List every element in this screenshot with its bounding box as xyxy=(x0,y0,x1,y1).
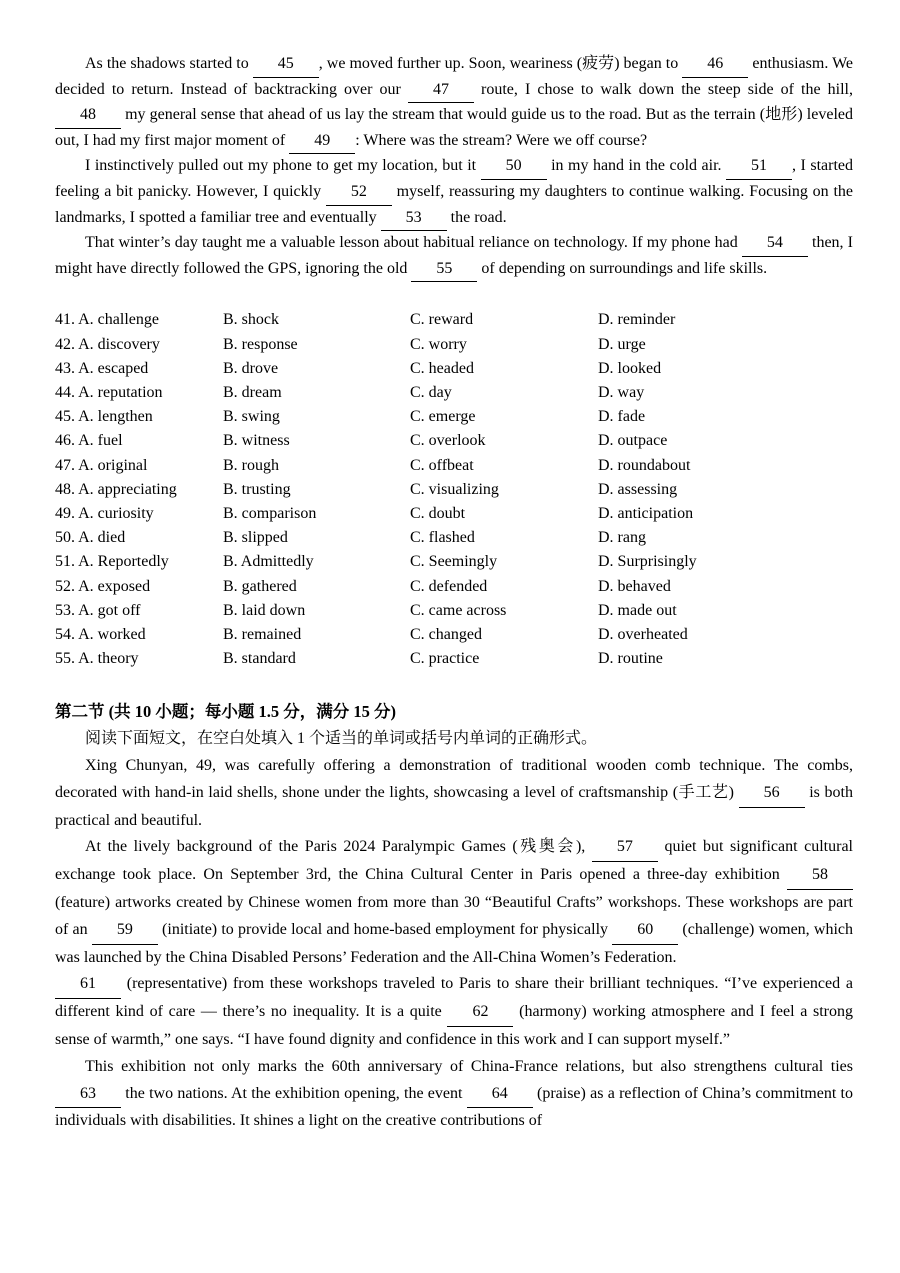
option-cell: C. overlook xyxy=(410,432,486,450)
option-cell: C. offbeat xyxy=(410,456,474,474)
blank-50: 50 xyxy=(481,154,547,180)
cloze-passage xyxy=(55,52,853,282)
option-cell: B. laid down xyxy=(223,601,306,619)
blank-59: 59 xyxy=(92,917,158,945)
option-cell: D. made out xyxy=(598,601,677,619)
option-row-55 xyxy=(55,647,853,671)
option-cell: 47. A. original xyxy=(55,456,148,474)
option-cell: D. rang xyxy=(598,529,646,547)
option-cell: 46. A. fuel xyxy=(55,432,123,450)
paragraph: Xing Chunyan, 49, was carefully offering a demonstration of traditional wooden comb technique. The combs, decorated with hand-in laid shells, shone under the lights, showcasing a level of craftsmanship (手工艺) 56 is both practical and beautiful. xyxy=(55,756,853,829)
option-row-52 xyxy=(55,575,853,599)
option-cell: C. visualizing xyxy=(410,480,499,498)
blank-53: 53 xyxy=(381,206,447,232)
option-cell: B. drove xyxy=(223,359,279,377)
paragraph: That winter’s day taught me a valuable lesson about habitual reliance on technology. If my phone had 54 then, I might have directly followed the GPS, ignoring the old 55 of depending on surroundings and life skills. xyxy=(55,231,853,282)
option-row-44 xyxy=(55,381,853,405)
option-row-54 xyxy=(55,623,853,647)
option-cell: 52. A. exposed xyxy=(55,577,151,595)
option-cell: C. doubt xyxy=(410,504,466,522)
blank-63: 63 xyxy=(55,1081,121,1109)
option-cell: D. behaved xyxy=(598,577,671,595)
option-cell: 49. A. curiosity xyxy=(55,504,154,522)
option-cell: 53. A. got off xyxy=(55,601,141,619)
option-cell: B. response xyxy=(223,335,298,353)
option-cell: D. fade xyxy=(598,408,646,426)
blank-56: 56 xyxy=(739,780,805,808)
option-cell: D. overheated xyxy=(598,625,688,643)
option-row-49 xyxy=(55,502,853,526)
option-cell: C. flashed xyxy=(410,529,475,547)
option-cell: C. Seemingly xyxy=(410,553,498,571)
cloze-options-table xyxy=(55,308,853,671)
option-cell: 45. A. lengthen xyxy=(55,408,153,426)
option-cell: C. defended xyxy=(410,577,488,595)
option-cell: B. rough xyxy=(223,456,279,474)
option-cell: B. comparison xyxy=(223,504,317,522)
option-cell: D. anticipation xyxy=(598,504,694,522)
option-cell: D. Surprisingly xyxy=(598,553,697,571)
option-cell: B. Admittedly xyxy=(223,553,314,571)
paragraph: 61 (representative) from these workshops traveled to Paris to share their brilliant techniques. “I’ve experienced a different kind of care — there’s no inequality. It is a quite 62 (harmony) working atmosphere and I feel a strong sense of warmth,” one says. “I have found dignity and confidence in this work and I can support myself.” xyxy=(55,971,853,1053)
option-cell: D. roundabout xyxy=(598,456,691,474)
option-cell: 54. A. worked xyxy=(55,625,146,643)
grammar-fill-passage xyxy=(55,753,853,1135)
blank-60: 60 xyxy=(612,917,678,945)
blank-49: 49 xyxy=(289,129,355,155)
paragraph: This exhibition not only marks the 60th anniversary of China-France relations, but also strengthens cultural ties 63 the two nations. At the exhibition opening, the event 64 (praise) as a reflection of China’s commitment to individuals with disabilities. It shines a light on the creative contributions of xyxy=(55,1057,853,1130)
blank-51: 51 xyxy=(726,154,792,180)
option-row-53 xyxy=(55,599,853,623)
option-row-45 xyxy=(55,405,853,429)
option-row-42 xyxy=(55,333,853,357)
blank-61: 61 xyxy=(55,971,121,999)
blank-52: 52 xyxy=(326,180,392,206)
option-cell: D. assessing xyxy=(598,480,678,498)
option-row-51 xyxy=(55,550,853,574)
option-row-46 xyxy=(55,429,853,453)
option-cell: C. day xyxy=(410,383,452,401)
blank-55: 55 xyxy=(411,257,477,283)
option-cell: C. reward xyxy=(410,311,474,329)
option-cell: B. trusting xyxy=(223,480,291,498)
option-cell: B. dream xyxy=(223,383,282,401)
paragraph: At the lively background of the Paris 2024 Paralympic Games (残奥会), 57 quiet but significant cultural exchange took place. On September 3rd, the China Cultural Center in Paris opened a three-day exhibition 58 (feature) artworks created by Chinese women from more than 30 “Beautiful Crafts” workshops. These workshops are part of an 59 (initiate) to provide local and home-based employment for physically 60 (challenge) women, which was launched by the China Disabled Persons’ Federation and the All-China Women’s Federation. xyxy=(55,834,853,971)
section-two-instruction: 阅读下面短文，在空白处填入 1 个适当的单词或括号内单词的正确形式。 xyxy=(85,730,598,748)
paragraph: As the shadows started to 45 , we moved further up. Soon, weariness (疲劳) began to 46 enthusiasm. We decided to return. Instead of backtracking over our 47 route, I chose to walk down the steep side of the hill, 48 my general sense that ahead of us lay the stream that would guide us to the road. But as the terrain (地形) leveled out, I had my first major moment of 49 : Where was the stream? Were we off course? xyxy=(55,52,853,154)
option-cell: 50. A. died xyxy=(55,529,126,547)
option-row-50 xyxy=(55,526,853,550)
option-cell: B. slipped xyxy=(223,529,288,547)
option-cell: C. practice xyxy=(410,650,480,668)
blank-58: 58 xyxy=(787,862,853,890)
option-cell: 55. A. theory xyxy=(55,650,139,668)
option-cell: 51. A. Reportedly xyxy=(55,553,169,571)
option-cell: B. remained xyxy=(223,625,302,643)
option-cell: 43. A. escaped xyxy=(55,359,149,377)
option-cell: B. gathered xyxy=(223,577,297,595)
option-cell: D. way xyxy=(598,383,645,401)
option-cell: D. urge xyxy=(598,335,646,353)
option-cell: D. outpace xyxy=(598,432,668,450)
option-cell: C. came across xyxy=(410,601,507,619)
section-two-header: 第二节 (共 10 小题；每小题 1.5 分，满分 15 分) xyxy=(55,702,396,722)
option-cell: 44. A. reputation xyxy=(55,383,163,401)
option-cell: 41. A. challenge xyxy=(55,311,159,329)
option-cell: B. swing xyxy=(223,408,280,426)
option-cell: C. emerge xyxy=(410,408,476,426)
option-cell: C. changed xyxy=(410,625,482,643)
blank-64: 64 xyxy=(467,1081,533,1109)
option-cell: D. reminder xyxy=(598,311,676,329)
blank-48: 48 xyxy=(55,103,121,129)
option-row-43 xyxy=(55,357,853,381)
option-cell: B. shock xyxy=(223,311,279,329)
blank-62: 62 xyxy=(447,999,513,1027)
section-two xyxy=(55,699,853,1135)
option-cell: C. worry xyxy=(410,335,467,353)
option-cell: B. standard xyxy=(223,650,296,668)
blank-47: 47 xyxy=(408,78,474,104)
blank-46: 46 xyxy=(682,52,748,78)
option-cell: 42. A. discovery xyxy=(55,335,160,353)
option-row-48 xyxy=(55,478,853,502)
option-cell: C. headed xyxy=(410,359,474,377)
option-row-47 xyxy=(55,454,853,478)
paragraph: I instinctively pulled out my phone to get my location, but it 50 in my hand in the cold air. 51 , I started feeling a bit panicky. However, I quickly 52 myself, reassuring my daughters to continue walking. Focusing on the landmarks, I spotted a familiar tree and eventually 53 the road. xyxy=(55,154,853,231)
option-cell: B. witness xyxy=(223,432,290,450)
option-cell: D. routine xyxy=(598,650,663,668)
option-row-41 xyxy=(55,308,853,332)
blank-57: 57 xyxy=(592,834,658,862)
option-cell: D. looked xyxy=(598,359,662,377)
blank-45: 45 xyxy=(253,52,319,78)
option-cell: 48. A. appreciating xyxy=(55,480,177,498)
blank-54: 54 xyxy=(742,231,808,257)
